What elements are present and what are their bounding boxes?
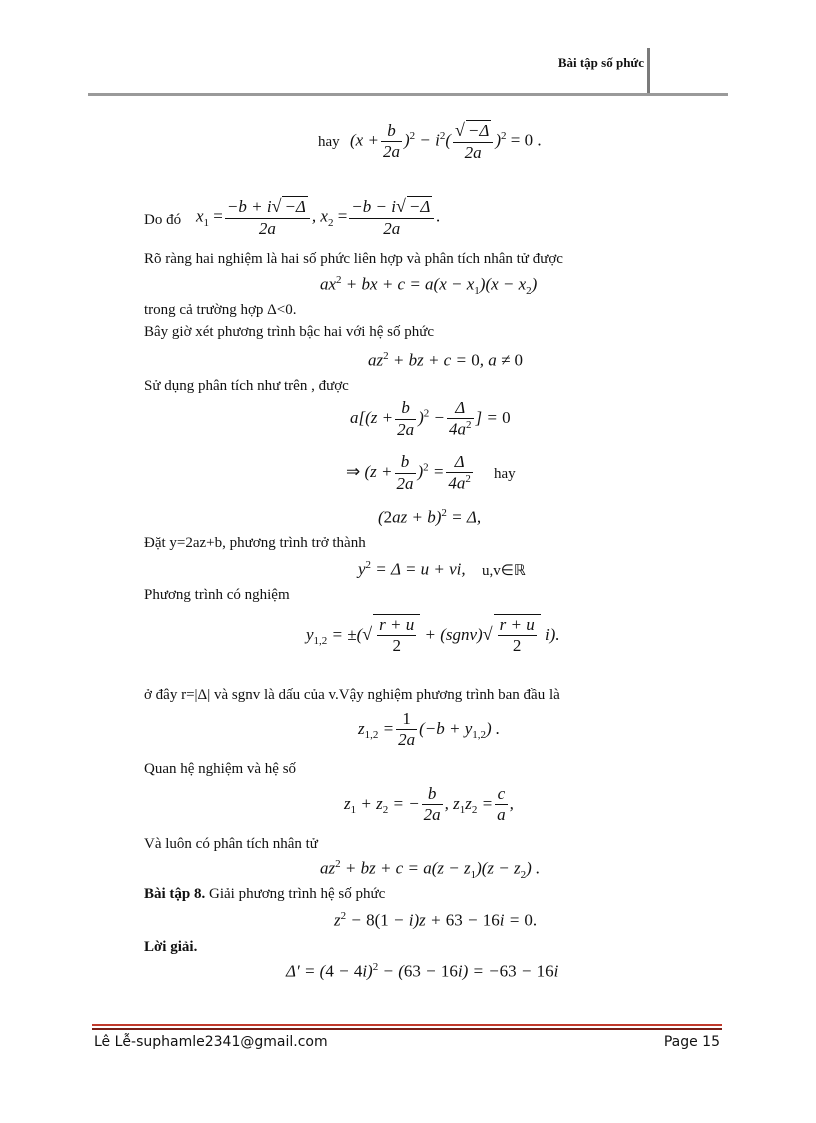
equation-step-1: a[(z + $\frac{b}{2a}$ )$^2$ − $\frac{\Delta}{4a^2}$ ] = 0 (350, 398, 511, 440)
equation-delta-prime: $\Delta' = (4 - 4i)^2 - (63 - 16i) = -63 - 16i$ (286, 961, 559, 981)
text-quan-he: Quan hệ nghiệm và hệ số (144, 761, 297, 777)
equation-z-roots: $z_{1,2}$ = $\frac{1}{2a}$ $(-b + y_{1,2})$ . (358, 709, 501, 750)
header-title: Bài tập số phức (557, 55, 644, 70)
text-dat: Đặt y=2az+b, phương trình trở thành (144, 535, 366, 551)
text-su-dung: Sử dụng phân tích như trên , được (144, 378, 349, 394)
footer-page-number: Page 15 (663, 1034, 720, 1050)
text-co-nghiem: Phương trình có nghiệm (144, 587, 290, 603)
text-o-day: ở đây r=|Δ| và sgnv là dấu của v.Vậy nghiệm phương trình ban đầu là (144, 687, 560, 703)
text-hay-1: hay (318, 134, 340, 150)
exercise-8-label: Bài tập 8. (144, 886, 206, 902)
footer-author-email: Lê Lễ-suphamle2341@gmail.com (94, 1034, 328, 1050)
text-hay-2: hay (494, 466, 516, 482)
equation-y-roots: $y_{1,2}$ = ±(√ $\frac{r + u}{2}$ + (sgnv)√ $\frac{r + u}{2}$ i). (306, 615, 560, 656)
equation-factor-complex: $az^2$ + bz + $c = a(z - z_1)(z - z_2)$ . (320, 858, 541, 882)
equation-substitution: $y^2 = \Delta = u$ + vi, (358, 559, 466, 579)
text-ro-rang: Rõ ràng hai nghiệm là hai số phức liên hợp và phân tích nhân tử được (144, 251, 563, 267)
equation-roots-x: $x_1$ = $\frac{-b + i√ -\Delta}{2a}$ , $x_2$ = $\frac{-b - i√ -\Delta}{2a}$ . (196, 196, 441, 238)
equation-step-2: ⇒ (z + $\frac{b}{2a}$ )$^2$ = $\frac{\Delta}{4a^2}$ (346, 452, 471, 494)
exercise-8-heading (144, 886, 385, 903)
header-divider (647, 48, 650, 94)
equation-vieta: $z_1 + z_2$ = − $\frac{b}{2a}$ , $z_1z_2$ = $\frac{c}{a}$ , (344, 784, 514, 825)
footer-rule-bottom (92, 1028, 722, 1030)
equation-quadratic-complex: $az^2$ + bz + c = 0, a ≠ 0 (368, 350, 524, 370)
equation-factor-real: $ax^2$ + bx + $c = a(x - x_1)(x - x_2)$ (320, 274, 538, 298)
text-bay-gio: Bây giờ xét phương trình bậc hai với hệ số phức (144, 324, 435, 340)
equation-exercise-8: $z^2 - 8(1 - i)z + 63 - 16i = 0$. (334, 910, 538, 930)
exercise-8-text: Giải phương trình hệ số phức (205, 886, 386, 902)
equation-completed-square: (x + $\frac{b}{2a}$ )$^2 - i^2$( $\frac{√ -\Delta}{2a}$ )$^2$ = 0 . (350, 120, 542, 162)
footer-rule-top (92, 1024, 722, 1026)
text-luon-co: Và luôn có phân tích nhân tử (144, 836, 318, 852)
header-rule (88, 93, 728, 96)
text-truong-hop: trong cả trường hợp Δ<0. (144, 302, 297, 318)
equation-step-3: $(2az + b)^2 = \Delta$, (378, 507, 482, 527)
solution-label: Lời giải. (144, 939, 198, 955)
text-uv-real: u,v∈ℝ (482, 563, 526, 579)
text-do-do: Do đó (144, 212, 182, 228)
